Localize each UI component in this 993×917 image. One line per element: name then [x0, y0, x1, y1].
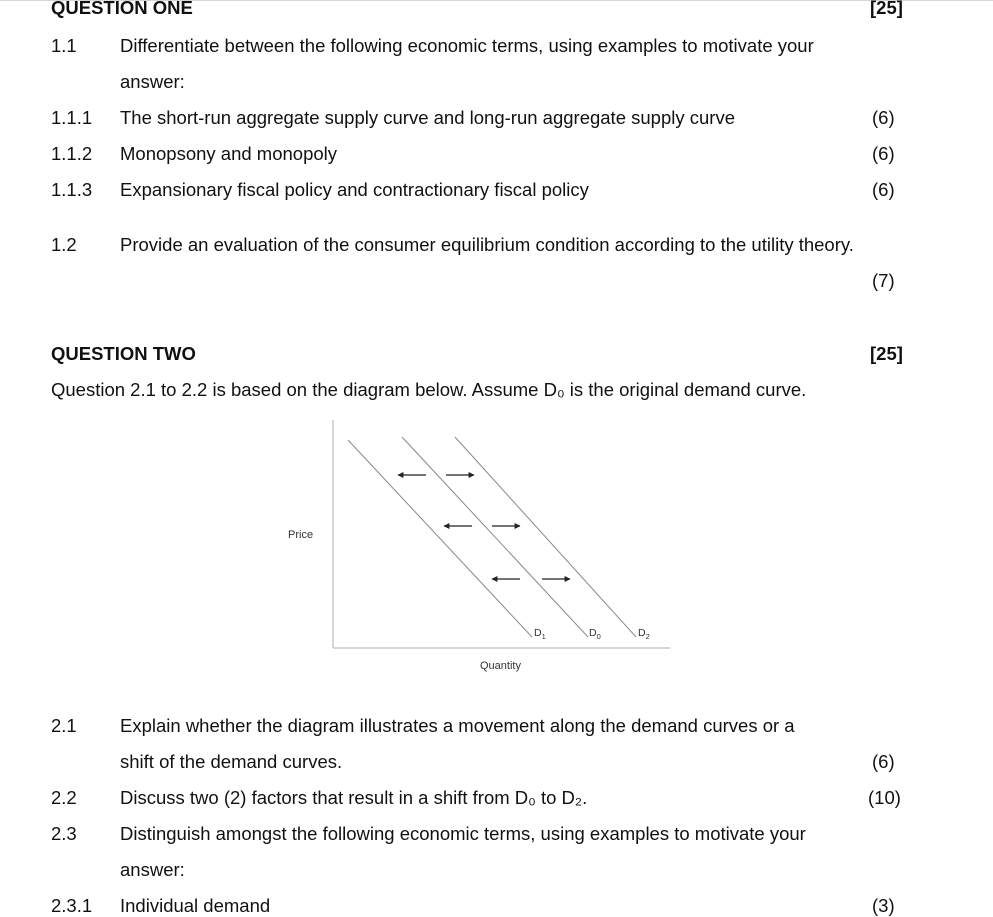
item-number: 2.2 [51, 787, 77, 808]
question-two-intro: Question 2.1 to 2.2 is based on the diagram below. Assume D₀ is the original demand curve. [51, 379, 807, 400]
curve-label-d1: $D_1$ [534, 627, 546, 641]
item-marks: (10) [868, 787, 901, 808]
item-number: 2.3 [51, 823, 77, 844]
question-two-heading: QUESTION TWO [51, 343, 196, 364]
item-marks: (6) [872, 179, 895, 200]
item-text: Expansionary fiscal policy and contractionary fiscal policy [120, 179, 589, 200]
item-text: Monopsony and monopoly [120, 143, 338, 164]
item-marks: (3) [872, 895, 895, 916]
item-text: Provide an evaluation of the consumer equilibrium condition according to the utility theory. [120, 234, 854, 255]
item-text: Discuss two (2) factors that result in a shift from D₀ to D₂. [120, 787, 588, 808]
question-two-total: [25] [870, 343, 903, 364]
item-text-continued: answer: [120, 71, 185, 92]
item-number: 2.1 [51, 715, 77, 736]
item-marks: (7) [872, 270, 895, 291]
item-text: Individual demand [120, 895, 271, 916]
item-number: 1.1 [51, 35, 77, 56]
demand-curve-d1 [348, 440, 532, 637]
item-number: 1.1.3 [51, 179, 93, 200]
y-axis-label: Price [288, 529, 314, 541]
item-text: Explain whether the diagram illustrates a movement along the demand curves or a [120, 715, 795, 736]
item-marks: (6) [872, 107, 895, 128]
item-number: 1.1.1 [51, 107, 93, 128]
item-text-continued: answer: [120, 859, 185, 880]
demand-curve-d2 [455, 437, 636, 637]
item-marks: (6) [872, 143, 895, 164]
curve-label-d2: $D_2$ [638, 627, 650, 641]
demand-curves-diagram [280, 415, 680, 685]
question-one-total: [25] [870, 0, 903, 18]
question-one-heading: QUESTION ONE [51, 0, 193, 18]
item-number: 1.2 [51, 234, 77, 255]
item-number: 1.1.2 [51, 143, 93, 164]
x-axis-label: Quantity [480, 660, 521, 672]
item-text: Differentiate between the following economic terms, using examples to motivate your [120, 35, 814, 56]
item-text: Distinguish amongst the following economic terms, using examples to motivate your [120, 823, 806, 844]
item-number: 2.3.1 [51, 895, 93, 916]
item-text-continued: shift of the demand curves. [120, 751, 343, 772]
curve-label-d0: $D_0$ [589, 627, 601, 641]
demand-curve-d0 [402, 437, 588, 637]
item-marks: (6) [872, 751, 895, 772]
item-text: The short-run aggregate supply curve and long-run aggregate supply curve [120, 107, 735, 128]
